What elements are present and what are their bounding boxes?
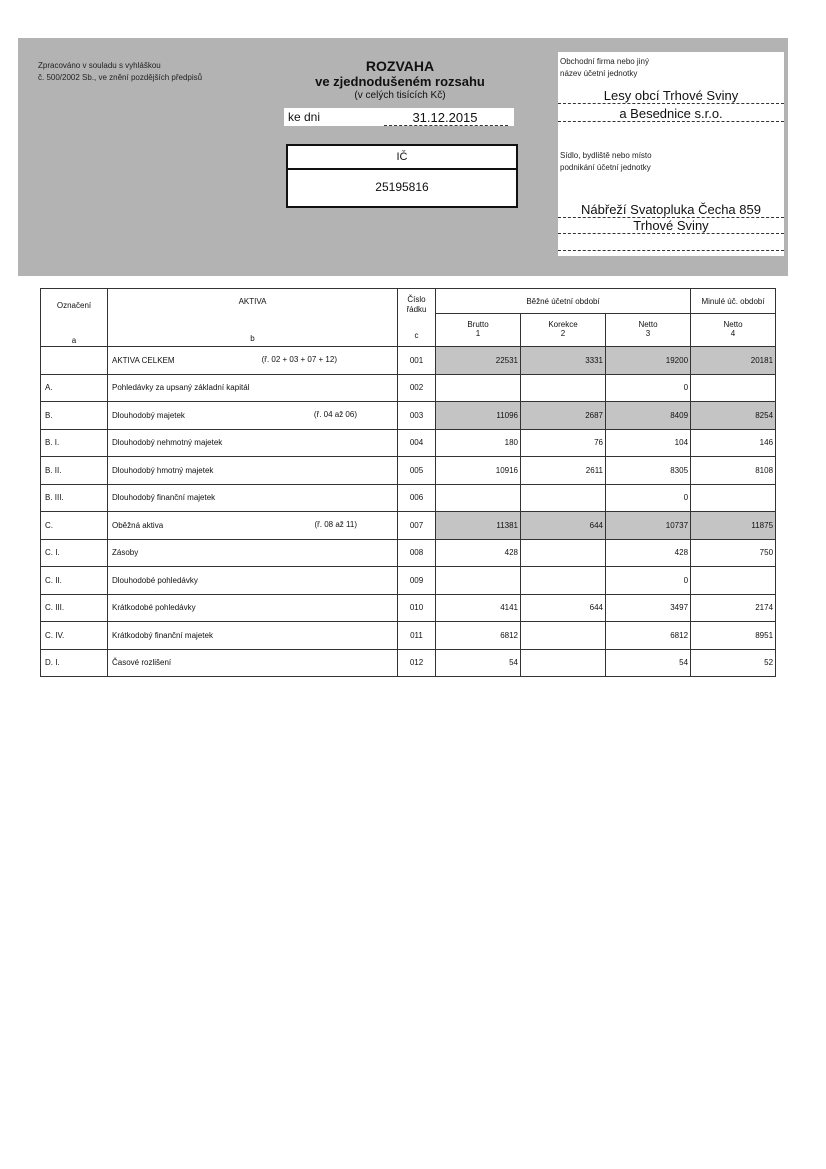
row-korekce: 2611 — [521, 457, 606, 485]
row-oznaceni: D. I. — [41, 649, 108, 677]
document-title: ROZVAHA — [365, 58, 435, 74]
date-value: 31.12.2015 — [384, 110, 508, 126]
row-brutto: 54 — [436, 649, 521, 677]
ic-label: IČ — [288, 146, 516, 170]
col-idx-4: 4 — [730, 329, 736, 338]
col-cislo — [398, 289, 436, 347]
col-idx-1: 1 — [475, 329, 481, 338]
form-header — [18, 38, 788, 276]
row-ref: (ř. 08 až 11) — [314, 520, 357, 529]
row-name-text: Oběžná aktiva — [112, 520, 164, 530]
row-brutto: 10916 — [436, 457, 521, 485]
row-name — [108, 457, 398, 485]
date-label: ke dni — [288, 110, 321, 124]
table-row — [41, 374, 776, 402]
table-row — [41, 512, 776, 540]
row-cislo: 008 — [398, 539, 436, 567]
row-prev: 8254 — [691, 402, 776, 430]
row-cislo: 004 — [398, 429, 436, 457]
row-name-text: Dlouhodobý majetek — [112, 410, 185, 420]
row-name — [108, 512, 398, 540]
row-korekce: 76 — [521, 429, 606, 457]
row-netto: 6812 — [606, 622, 691, 650]
row-name — [108, 539, 398, 567]
firm-label-1: Obchodní firma nebo jiný — [560, 57, 649, 66]
col-netto — [606, 314, 691, 347]
row-prev: 52 — [691, 649, 776, 677]
row-korekce — [521, 649, 606, 677]
legal-note-line-2: č. 500/2002 Sb., ve znění pozdějších předpisů — [38, 73, 203, 82]
row-prev: 8951 — [691, 622, 776, 650]
col-oznaceni — [41, 289, 108, 347]
row-oznaceni: C. III. — [41, 594, 108, 622]
row-cislo: 006 — [398, 484, 436, 512]
col-idx-2: 2 — [560, 329, 566, 338]
row-brutto: 11096 — [436, 402, 521, 430]
firm-box — [558, 52, 784, 256]
row-netto: 0 — [606, 484, 691, 512]
row-oznaceni: B. II. — [41, 457, 108, 485]
title-block — [280, 58, 520, 102]
col-idx-c: c — [414, 331, 419, 340]
col-korekce — [521, 314, 606, 347]
row-name-text: Dlouhodobý nehmotný majetek — [112, 438, 223, 448]
row-name — [108, 347, 398, 375]
row-name — [108, 374, 398, 402]
row-brutto — [436, 374, 521, 402]
units-note: (v celých tisících Kč) — [354, 90, 446, 101]
col-netto-prev-label: Netto — [723, 320, 743, 329]
row-ref: (ř. 02 + 03 + 07 + 12) — [261, 355, 337, 364]
address-line-1: Nábřeží Svatopluka Čecha 859 — [558, 202, 784, 218]
row-name-text: Dlouhodobé pohledávky — [112, 575, 198, 585]
document-subtitle: ve zjednodušeném rozsahu — [315, 74, 485, 89]
row-netto: 428 — [606, 539, 691, 567]
firm-label-2: název účetní jednotky — [560, 69, 638, 78]
row-brutto: 180 — [436, 429, 521, 457]
col-idx-a: a — [71, 336, 77, 345]
row-name — [108, 402, 398, 430]
table-row — [41, 594, 776, 622]
col-idx-b: b — [250, 334, 255, 343]
row-prev: 20181 — [691, 347, 776, 375]
row-korekce — [521, 484, 606, 512]
table-row — [41, 429, 776, 457]
ic-value: 25195816 — [375, 180, 429, 194]
row-brutto: 11381 — [436, 512, 521, 540]
row-oznaceni: C. I. — [41, 539, 108, 567]
header-row-1 — [41, 289, 776, 314]
row-korekce: 644 — [521, 594, 606, 622]
col-idx-3: 3 — [645, 329, 651, 338]
row-name — [108, 622, 398, 650]
row-netto: 3497 — [606, 594, 691, 622]
row-prev: 750 — [691, 539, 776, 567]
row-oznaceni: C. II. — [41, 567, 108, 595]
row-cislo: 010 — [398, 594, 436, 622]
row-cislo: 009 — [398, 567, 436, 595]
col-netto-prev — [691, 314, 776, 347]
table-row — [41, 457, 776, 485]
legal-note — [38, 60, 202, 84]
row-korekce — [521, 539, 606, 567]
col-brutto — [436, 314, 521, 347]
row-korekce: 3331 — [521, 347, 606, 375]
row-cislo: 001 — [398, 347, 436, 375]
row-brutto — [436, 484, 521, 512]
table-row — [41, 567, 776, 595]
col-netto-label: Netto — [638, 320, 658, 329]
row-cislo: 005 — [398, 457, 436, 485]
row-korekce — [521, 622, 606, 650]
row-netto: 54 — [606, 649, 691, 677]
row-prev — [691, 567, 776, 595]
row-name — [108, 594, 398, 622]
row-prev: 11875 — [691, 512, 776, 540]
firm-name-1: Lesy obcí Trhové Sviny — [558, 88, 784, 104]
row-brutto — [436, 567, 521, 595]
row-brutto: 428 — [436, 539, 521, 567]
row-brutto: 4141 — [436, 594, 521, 622]
row-name-text: Zásoby — [112, 548, 139, 558]
row-netto: 8409 — [606, 402, 691, 430]
row-name — [108, 649, 398, 677]
date-box — [284, 108, 514, 126]
col-bezne: Běžné účetní období — [436, 289, 691, 314]
row-korekce — [521, 374, 606, 402]
row-oznaceni: A. — [41, 374, 108, 402]
row-ref: (ř. 04 až 06) — [313, 410, 357, 419]
row-cislo: 002 — [398, 374, 436, 402]
col-oznaceni-label: Označení — [56, 301, 92, 310]
row-korekce: 2687 — [521, 402, 606, 430]
ic-box — [286, 144, 518, 208]
table-row — [41, 649, 776, 677]
address-line-3 — [558, 250, 784, 251]
row-name — [108, 484, 398, 512]
row-brutto: 22531 — [436, 347, 521, 375]
row-prev: 146 — [691, 429, 776, 457]
row-oznaceni: C. — [41, 512, 108, 540]
table-row — [41, 484, 776, 512]
row-netto: 104 — [606, 429, 691, 457]
row-oznaceni: C. IV. — [41, 622, 108, 650]
row-netto: 0 — [606, 374, 691, 402]
row-oznaceni: B. — [41, 402, 108, 430]
firm-name-2: a Besednice s.r.o. — [558, 106, 784, 122]
row-prev: 8108 — [691, 457, 776, 485]
col-aktiva — [108, 289, 398, 347]
seat-label-2: podnikání účetní jednotky — [560, 163, 651, 172]
row-name-text: AKTIVA CELKEM — [112, 355, 175, 365]
row-prev — [691, 374, 776, 402]
row-name-text: Časové rozlišení — [112, 658, 172, 668]
row-name-text: Krátkodobý finanční majetek — [112, 630, 213, 640]
row-name — [108, 567, 398, 595]
row-prev — [691, 484, 776, 512]
row-netto: 19200 — [606, 347, 691, 375]
legal-note-line-1: Zpracováno v souladu s vyhláškou — [38, 61, 161, 70]
row-name-text: Pohledávky za upsaný základní kapitál — [112, 383, 250, 393]
col-minule: Minulé úč. období — [691, 289, 776, 314]
col-korekce-label: Korekce — [548, 320, 578, 329]
row-prev: 2174 — [691, 594, 776, 622]
table-row — [41, 347, 776, 375]
row-cislo: 003 — [398, 402, 436, 430]
balance-sheet-table — [40, 288, 776, 677]
row-korekce — [521, 567, 606, 595]
col-brutto-label: Brutto — [467, 320, 489, 329]
row-name-text: Dlouhodobý finanční majetek — [112, 493, 216, 503]
row-name — [108, 429, 398, 457]
row-oznaceni: B. I. — [41, 429, 108, 457]
row-netto: 10737 — [606, 512, 691, 540]
row-brutto: 6812 — [436, 622, 521, 650]
row-netto: 0 — [606, 567, 691, 595]
row-cislo: 007 — [398, 512, 436, 540]
address-line-2: Trhové Sviny — [558, 218, 784, 234]
row-name-text: Dlouhodobý hmotný majetek — [112, 465, 214, 475]
row-netto: 8305 — [606, 457, 691, 485]
table-row — [41, 622, 776, 650]
col-aktiva-label: AKTIVA — [238, 297, 267, 306]
row-oznaceni: B. III. — [41, 484, 108, 512]
row-oznaceni — [41, 347, 108, 375]
row-cislo: 011 — [398, 622, 436, 650]
table-row — [41, 539, 776, 567]
seat-label-1: Sídlo, bydliště nebo místo — [560, 151, 652, 160]
row-korekce: 644 — [521, 512, 606, 540]
table-row — [41, 402, 776, 430]
row-name-text: Krátkodobé pohledávky — [112, 603, 196, 613]
col-cislo-label: Číslo řádku — [406, 295, 427, 314]
row-cislo: 012 — [398, 649, 436, 677]
